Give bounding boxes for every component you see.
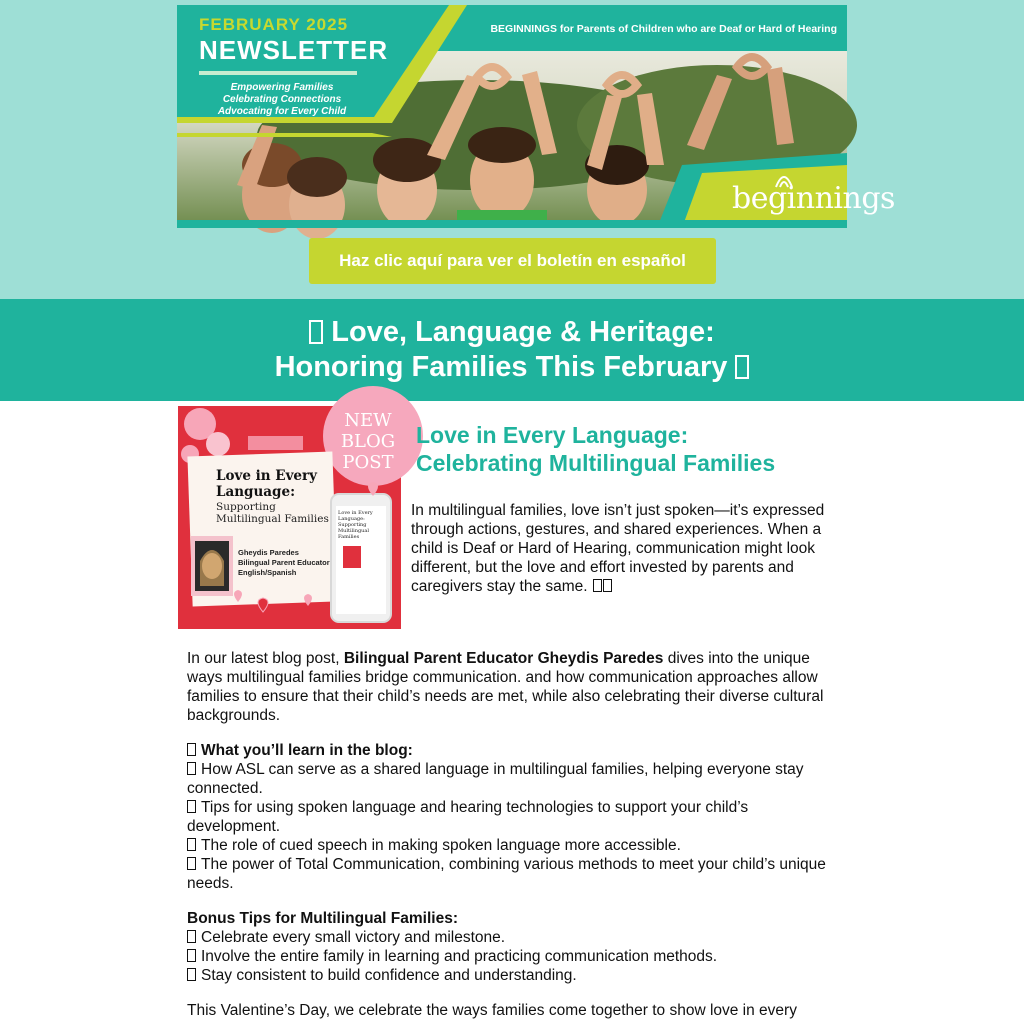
list-item (187, 798, 837, 836)
learn-item-text: The role of cued speech in making spoken language more accessible. (201, 837, 681, 854)
phone-line-2: Language: (338, 516, 365, 522)
card-subtitle-1: Supporting (216, 501, 276, 513)
para1-post: dives into the unique ways multilingual families bridge communication. and how communication approaches allow families to ensure that their child’s needs are met, while also celebrating their diverse cultural backgrounds. (187, 650, 824, 724)
organization-name: BEGINNINGS for Parents of Children who are Deaf or Hard of Hearing (490, 23, 837, 35)
learn-section (187, 741, 837, 893)
closing-text: This Valentine’s Day, we celebrate the ways families come together to show love in every (187, 1002, 797, 1019)
author-role: Bilingual Parent Educator (238, 558, 330, 567)
globe-emoji-icon (735, 355, 749, 379)
card-subtitle-2: Multilingual Families (216, 513, 329, 525)
phone-screen-text (338, 510, 373, 540)
learn-heading (187, 741, 837, 760)
card-author (238, 548, 330, 578)
learn-item-text: Tips for using spoken language and hearing technologies to support your child’s development. (187, 799, 749, 835)
phone-line-5: Families (338, 534, 360, 540)
para1-pre: In our latest blog post, (187, 650, 344, 667)
tagline-1: Empowering Families (230, 82, 334, 93)
headline-band (0, 299, 1024, 401)
badge-line-3: POST (342, 452, 394, 473)
banner-divider (199, 71, 357, 75)
article-intro (411, 501, 831, 596)
list-item (187, 928, 837, 947)
badge-line-2: BLOG (340, 431, 396, 452)
heart-emoji-icon (593, 579, 602, 592)
headline-text-1: Love, Language & Heritage: (331, 316, 715, 348)
list-item (187, 966, 837, 985)
beginnings-logo: beginnings (732, 181, 895, 216)
closing-paragraph (187, 1001, 837, 1020)
list-item (187, 855, 837, 893)
author-highlight: Bilingual Parent Educator Gheydis Paredes (343, 650, 664, 667)
sparkle-emoji-icon (603, 579, 612, 592)
learn-item-text: How ASL can serve as a shared language in multilingual families, helping everyone stay connected. (187, 761, 804, 797)
bullet-emoji-icon (187, 857, 196, 870)
article-title (416, 421, 836, 477)
check-emoji-icon (187, 930, 196, 943)
newsletter-title: NEWSLETTER (199, 35, 389, 65)
check-emoji-icon (187, 949, 196, 962)
headline-text-2: Honoring Families This February (274, 351, 728, 383)
article-intro-text: In multilingual families, love isn’t just spoken—it’s expressed through actions, gestures, and shared experiences. When a child is Deaf or Hard of Hearing, communication might look different, but the love and effort invested by parents and caregivers stay the same. (411, 502, 825, 595)
phone-line-3: Supporting (338, 522, 367, 528)
book-emoji-icon (187, 743, 196, 756)
list-item (187, 836, 837, 855)
learn-heading-text: What you’ll learn in the blog: (201, 742, 413, 759)
card-title-2: Language: (216, 484, 296, 500)
learn-item-text: The power of Total Communication, combining various methods to meet your child’s unique needs. (187, 856, 826, 892)
bullet-emoji-icon (187, 838, 196, 851)
card-subtitle (216, 501, 329, 525)
author-name: Gheydis Paredes (238, 548, 299, 557)
bonus-section (187, 909, 837, 985)
new-blog-post-badge (338, 410, 398, 473)
phone-line-4: Multilingual (338, 528, 369, 534)
list-item (187, 947, 837, 966)
tagline-2: Celebrating Connections (222, 94, 342, 105)
card-title (216, 468, 317, 500)
banner-taglines (207, 82, 357, 118)
tagline-3: Advocating for Every Child (217, 106, 347, 117)
bonus-heading-text: Bonus Tips for Multilingual Families: (187, 910, 458, 927)
newsletter-month: FEBRUARY 2025 (199, 15, 349, 34)
bullet-emoji-icon (187, 762, 196, 775)
bullet-emoji-icon (187, 800, 196, 813)
list-item (187, 760, 837, 798)
badge-line-1: NEW (344, 410, 392, 431)
spanish-version-button[interactable]: Haz clic aquí para ver el boletín en español (309, 238, 716, 284)
newsletter-banner (177, 5, 895, 228)
bonus-item-text: Celebrate every small victory and milestone. (201, 929, 506, 946)
bonus-heading (187, 909, 837, 928)
heart-emoji-icon (309, 320, 323, 344)
phone-line-1: Love in Every (338, 510, 373, 516)
check-emoji-icon (187, 968, 196, 981)
headline-line-2 (0, 349, 1024, 385)
card-title-1: Love in Every (216, 468, 317, 484)
author-languages: English/Spanish (238, 568, 297, 577)
article-title-line-2: Celebrating Multilingual Families (416, 450, 776, 476)
article-title-line-1: Love in Every Language: (416, 422, 689, 448)
bonus-item-text: Stay consistent to build confidence and understanding. (201, 967, 577, 984)
blog-summary-paragraph (187, 649, 837, 725)
headline-line-1 (0, 314, 1024, 350)
blog-post-image[interactable] (178, 406, 401, 629)
bonus-item-text: Involve the entire family in learning and practicing communication methods. (201, 948, 718, 965)
